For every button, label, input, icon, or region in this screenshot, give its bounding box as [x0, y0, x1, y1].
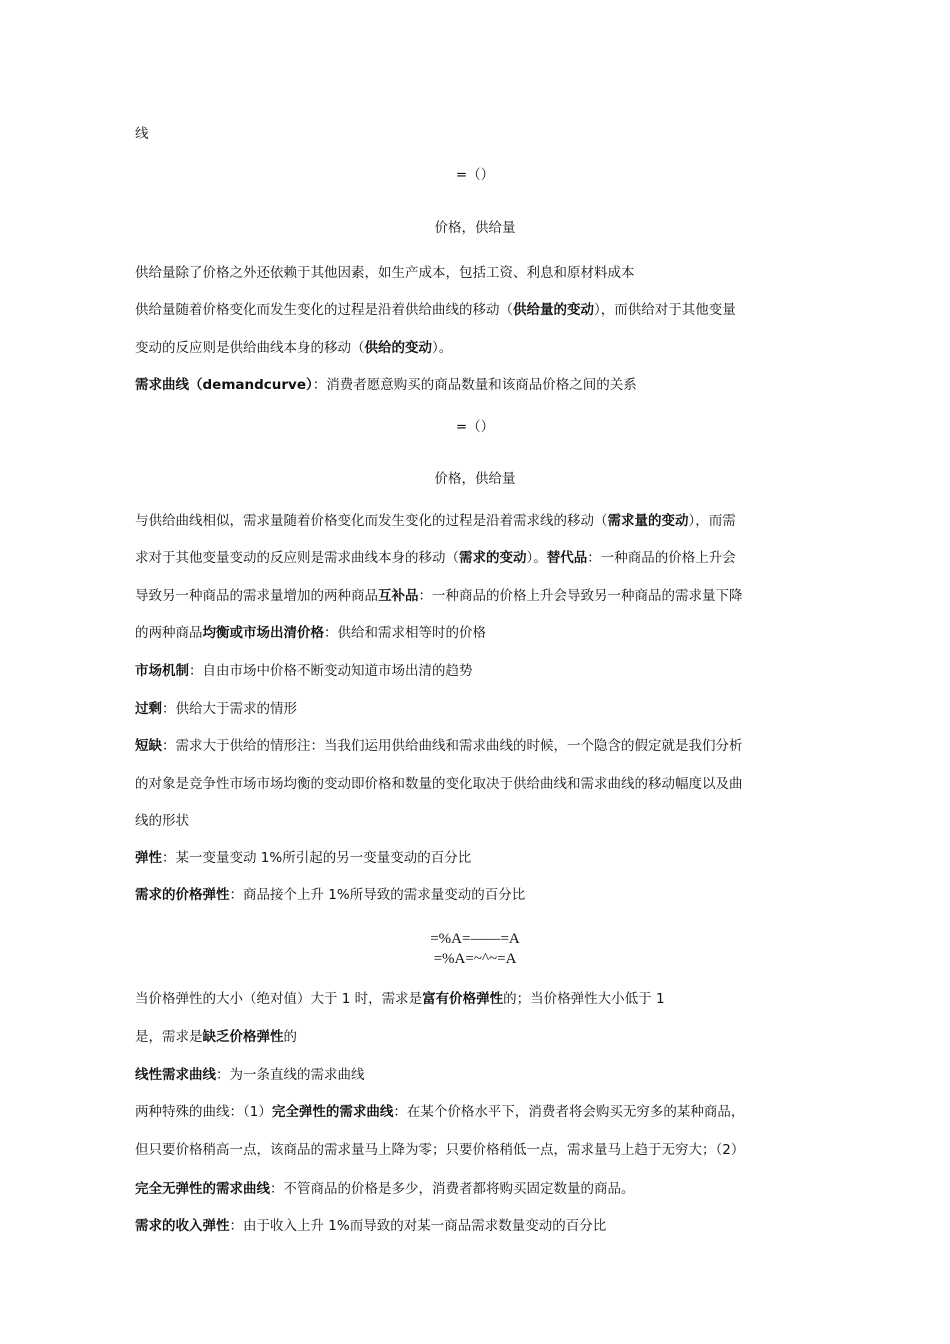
- formula-line: [0, 418, 950, 436]
- paragraph-line: [135, 264, 825, 282]
- definition-line: [135, 1180, 825, 1198]
- text-run: ），而供给对于其他变量: [594, 302, 736, 318]
- paragraph-line: [135, 512, 825, 530]
- definition-line: [135, 1066, 825, 1084]
- text-run: ：商品接个上升 1%所导致的需求量变动的百分比: [229, 887, 526, 903]
- formula-line: [0, 166, 950, 184]
- text-run: 的: [283, 1029, 297, 1045]
- text-run: 的；当价格弹性大小低于 1: [503, 991, 665, 1007]
- definition-line: [135, 1217, 825, 1235]
- paragraph-line: [135, 1141, 825, 1159]
- text-run: ），而需: [688, 513, 736, 529]
- bold-term: 均衡或市场出清价格: [202, 625, 324, 641]
- bold-term: 需求的收入弹性: [135, 1218, 230, 1234]
- text-run: 供给量随着价格变化而发生变化的过程是沿着供给曲线的移动（: [135, 302, 513, 318]
- text-run: 的两种商品: [135, 625, 203, 641]
- paragraph-line: [135, 339, 825, 357]
- bold-term: 线性需求曲线: [135, 1067, 216, 1083]
- bold-term: 供给量的变动: [513, 302, 594, 318]
- text-run: =（）: [455, 419, 495, 435]
- bold-term: 供给的变动: [364, 340, 432, 356]
- text-run: 线的形状: [135, 813, 189, 829]
- paragraph-line: [135, 1103, 825, 1121]
- paragraph-line: [135, 587, 825, 605]
- definition-line: [135, 849, 825, 867]
- definition-line: [135, 662, 825, 680]
- text-run: ）。: [432, 340, 453, 356]
- text-run: ：供给大于需求的情形: [162, 701, 297, 717]
- bold-term: 互补品: [378, 588, 419, 604]
- formula-caption: [0, 470, 950, 488]
- paragraph-line: [135, 301, 825, 319]
- bold-term: 需求曲线（demandcurve）: [135, 377, 313, 393]
- bold-term: 完全弹性的需求曲线: [271, 1104, 394, 1120]
- text-run: ：一种商品的价格上升会导致另一种商品的需求量下降: [418, 588, 743, 604]
- paragraph-line: [135, 775, 825, 793]
- text-run: 与供给曲线相似，需求量随着价格变化而发生变化的过程是沿着需求线的移动（: [135, 513, 608, 529]
- text-run: ：消费者愿意购买的商品数量和该商品价格之间的关系: [312, 377, 637, 393]
- text-run: 价格，供给量: [434, 471, 516, 487]
- bold-term: 需求量的变动: [607, 513, 689, 529]
- paragraph-line: [135, 812, 825, 830]
- text-run: 导致另一种商品的需求量增加的两种商品: [135, 588, 378, 604]
- bold-term: 短缺: [135, 738, 162, 754]
- bold-term: 需求的变动: [459, 550, 527, 566]
- bold-term: 富有价格弹性: [422, 991, 504, 1007]
- formula-line: [0, 950, 950, 968]
- definition-line: [135, 700, 825, 718]
- definition-line: [135, 886, 825, 904]
- text-run: =%A=——=A: [430, 931, 520, 947]
- text-run: 变动的反应则是供给曲线本身的移动（: [135, 340, 365, 356]
- text-run: ：一种商品的价格上升会: [587, 550, 736, 566]
- formula-line: [0, 930, 950, 948]
- definition-line: [135, 737, 825, 755]
- bold-term: 完全无弹性的需求曲线: [135, 1181, 270, 1197]
- paragraph-line: [135, 990, 825, 1008]
- text-run: ：由于收入上升 1%而导致的对某一商品需求数量变动的百分比: [229, 1218, 607, 1234]
- text-run: 供给量除了价格之外还依赖于其他因素，如生产成本，包括工资、利息和原材料成本: [135, 265, 635, 281]
- text-run: 两种特殊的曲线：（1）: [135, 1104, 272, 1120]
- text-run: ：不管商品的价格是多少，消费者都将购买固定数量的商品。: [270, 1181, 635, 1197]
- text-run: 求对于其他变量变动的反应则是需求曲线本身的移动（: [135, 550, 459, 566]
- paragraph-line: [135, 624, 825, 642]
- text-run: ：自由市场中价格不断变动知道市场出清的趋势: [189, 663, 473, 679]
- text-run: ：为一条直线的需求曲线: [216, 1067, 365, 1083]
- text-run: ：某一变量变动 1%所引起的另一变量变动的百分比: [162, 850, 472, 866]
- text-run: ：在某个价格水平下，消费者将会购买无穷多的某种商品，: [393, 1104, 745, 1120]
- bold-term: 市场机制: [135, 663, 189, 679]
- text-run: =%A=~^~=A: [433, 951, 517, 967]
- text-run: =（）: [455, 167, 495, 183]
- text-run: ：供给和需求相等时的价格: [324, 625, 486, 641]
- bold-term: 需求的价格弹性: [135, 887, 230, 903]
- bold-term: 弹性: [135, 850, 162, 866]
- paragraph-line: [135, 1028, 825, 1046]
- text-line: [135, 125, 825, 143]
- text-run: 线: [135, 126, 149, 142]
- text-run: 的对象是竞争性市场市场均衡的变动即价格和数量的变化取决于供给曲线和需求曲线的移动幅度以及曲: [135, 776, 743, 792]
- bold-term: 过剩: [135, 701, 162, 717]
- definition-line: [135, 376, 825, 394]
- text-run: ）。: [526, 550, 547, 566]
- formula-caption: [0, 219, 950, 237]
- text-run: 当价格弹性的大小（绝对值）大于 1 时，需求是: [135, 991, 423, 1007]
- text-run: 但只要价格稍高一点，该商品的需求量马上降为零；只要价格稍低一点，需求量马上趋于无穷大；（2）: [135, 1142, 745, 1158]
- paragraph-line: [135, 549, 825, 567]
- text-run: 价格，供给量: [434, 220, 516, 236]
- text-run: ：需求大于供给的情形注：当我们运用供给曲线和需求曲线的时候，一个隐含的假定就是我们分析: [162, 738, 743, 754]
- text-run: 是，需求是: [135, 1029, 203, 1045]
- bold-term: 缺乏价格弹性: [202, 1029, 284, 1045]
- bold-term: 替代品: [546, 550, 588, 566]
